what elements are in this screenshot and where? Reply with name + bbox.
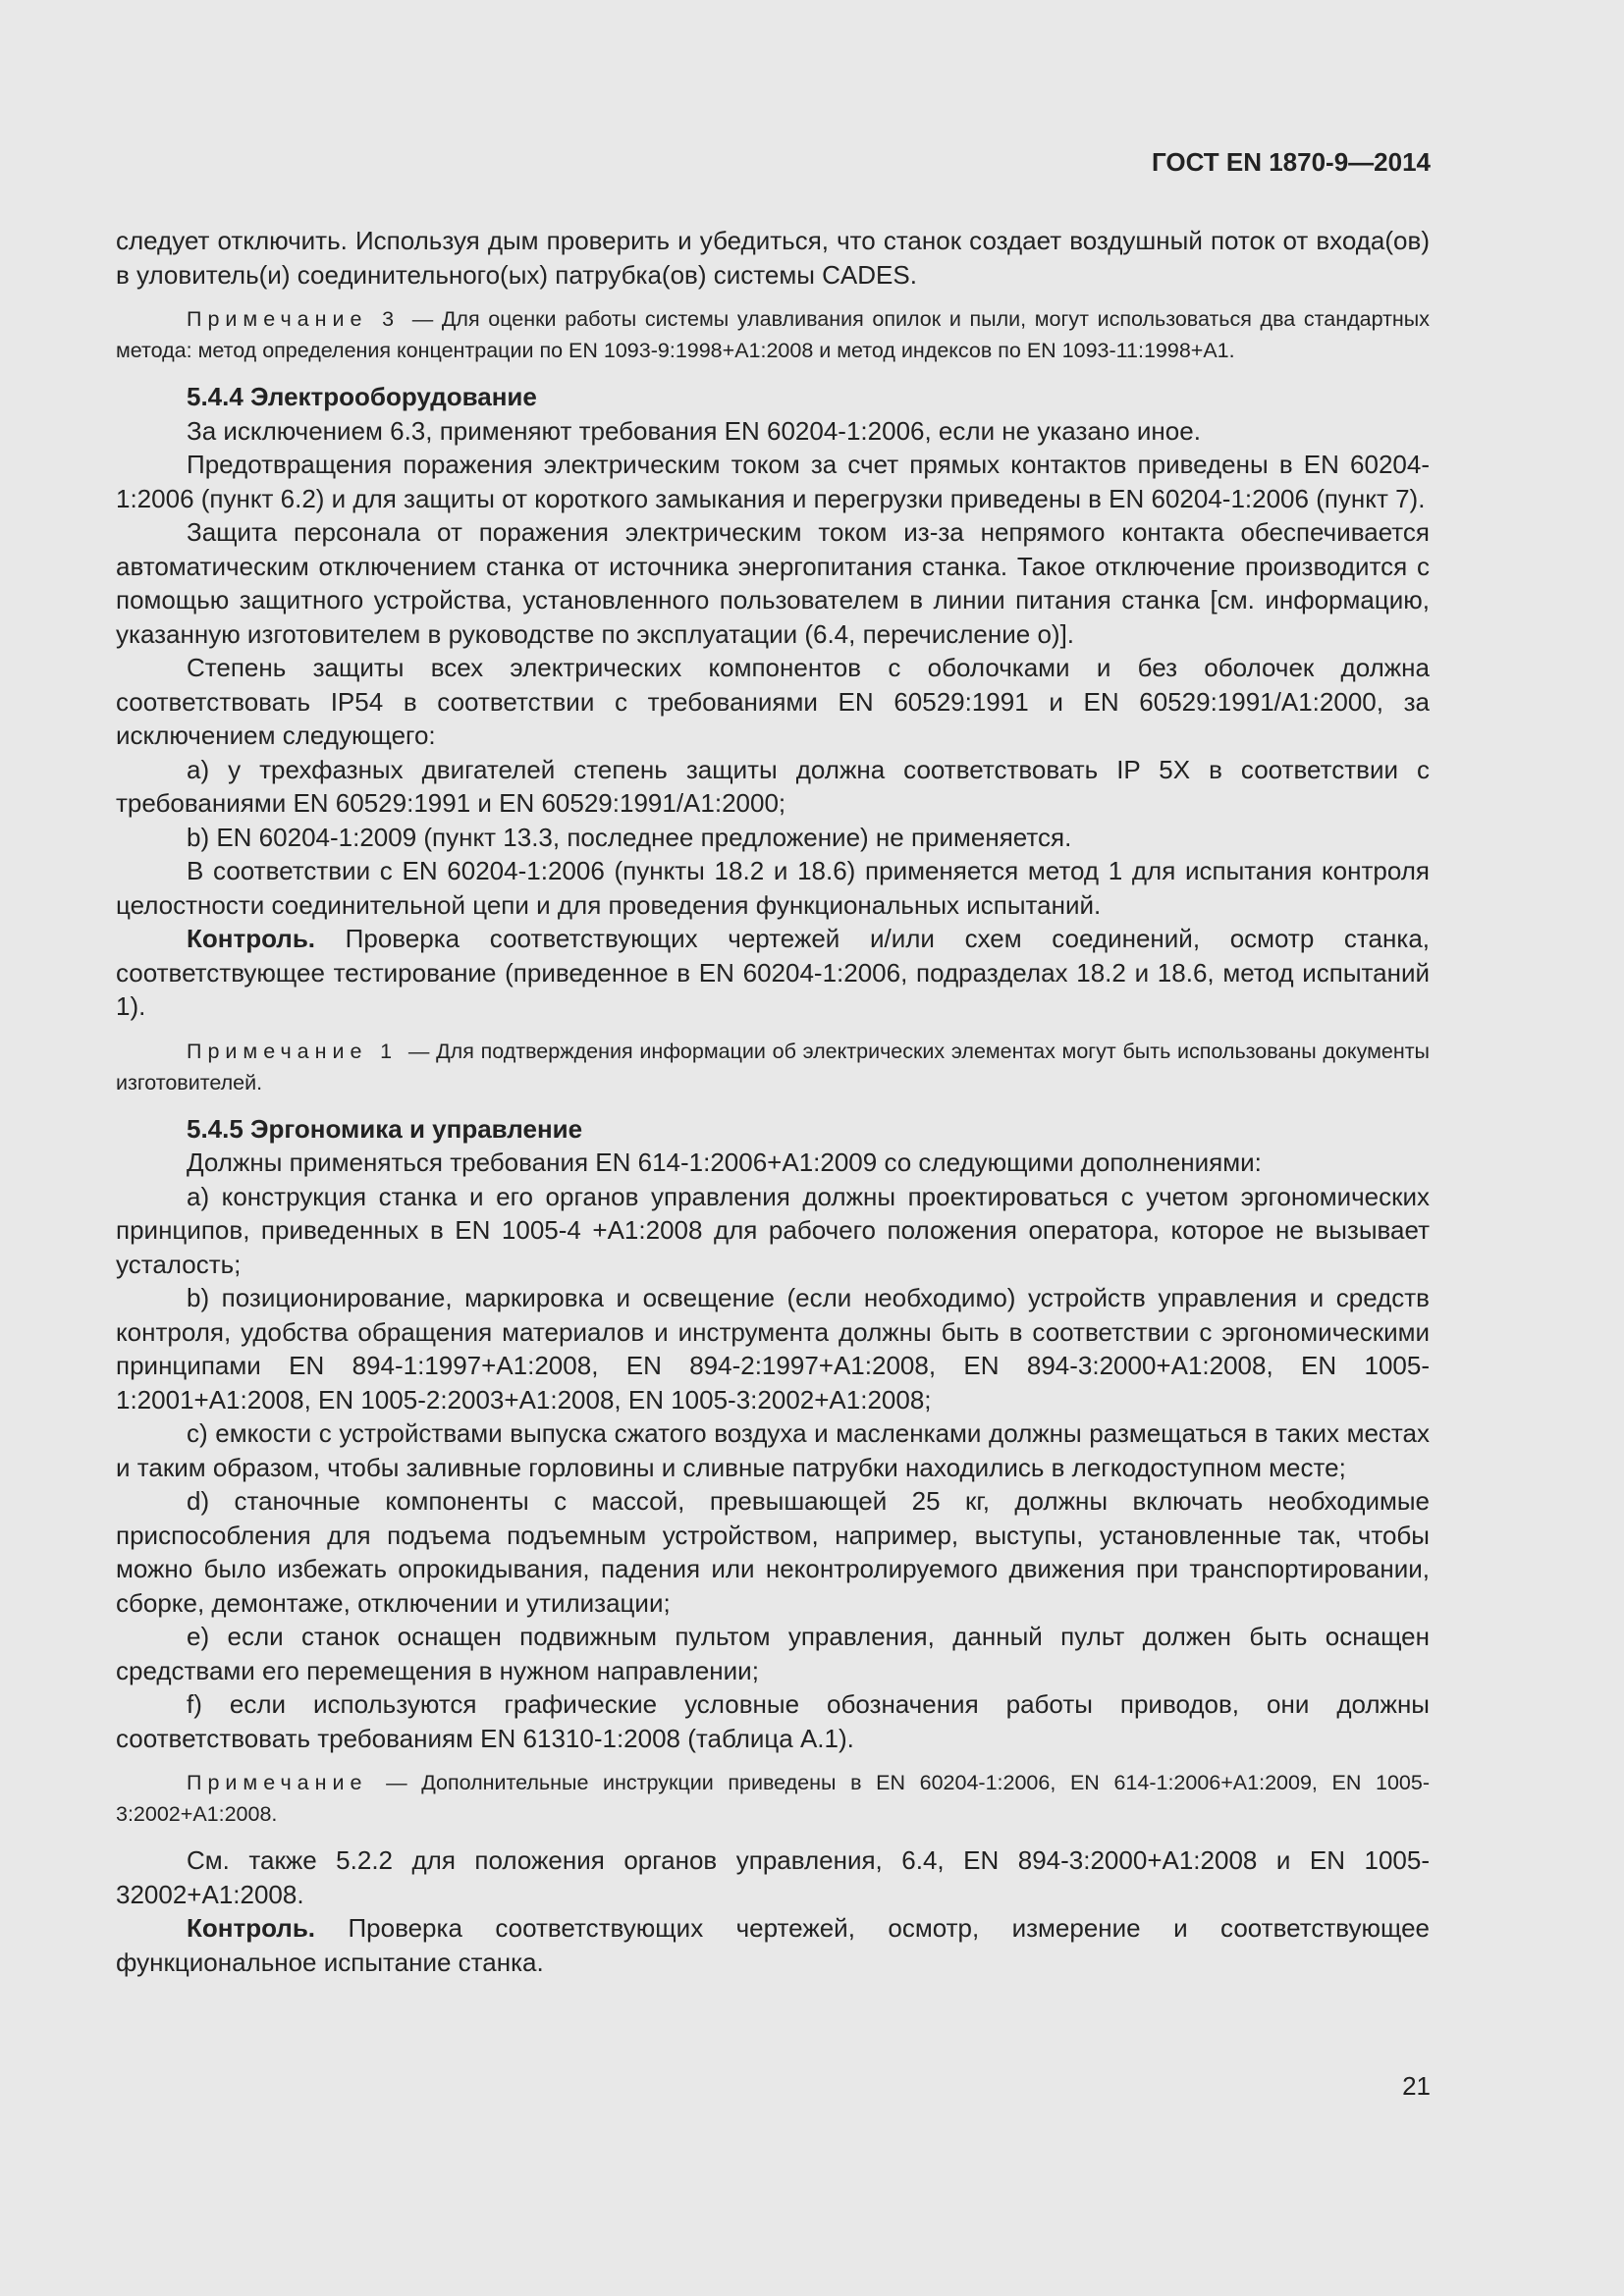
paragraph: В соответствии с EN 60204-1:2006 (пункты 18.2 и 18.6) применяется метод 1 для испытания контроля целостности соединительной цепи и для проведения функциональных испытаний. <box>116 856 1430 920</box>
paragraph: следует отключить. Используя дым проверить и убедиться, что станок создает воздушный поток от входа(ов) в уловитель(и) соединительного(ых) патрубка(ов) системы CADES. <box>116 226 1430 290</box>
note-3 <box>116 303 1430 366</box>
control-text: Проверка соответствующих чертежей, осмотр, измерение и соответствующее функциональное испытание станка. <box>116 1913 1430 1977</box>
paragraph: Защита персонала от поражения электрическим током из-за непрямого контакта обеспечивается автоматическим отключением станка от источника энергопитания станка. Такое отключение производится с помощью защитного устройства, установленного пользователем в линии питания станка [см. информацию, указанную изготовителем в руководстве по эксплуатации (6.4, перечисление о)]. <box>116 517 1430 649</box>
control-label: Контроль. <box>187 924 316 953</box>
note-1 <box>116 1036 1430 1098</box>
control-paragraph <box>116 922 1430 1024</box>
control-label: Контроль. <box>187 1913 316 1943</box>
paragraph: См. также 5.2.2 для положения органов управления, 6.4, EN 894-3:2000+A1:2008 и EN 1005-32002+A1:2008. <box>116 1845 1430 1909</box>
note-text: — Для оценки работы системы улавливания опилок и пыли, могут использоваться два стандартных метода: метод определения концентрации по EN 1093-9:1998+A1:2008 и метод индексов по EN 1093-11:1998+A1. <box>116 307 1430 362</box>
section-heading-5-4-4: 5.4.4 Электрооборудование <box>187 382 537 411</box>
paragraph: Предотвращения поражения электрическим током за счет прямых контактов приведены в EN 60204-1:2006 (пункт 6.2) и для защиты от короткого замыкания и перегрузки приведены в EN 60204-1:2006 (пункт 7). <box>116 450 1430 513</box>
paragraph: Степень защиты всех электрических компонентов с оболочками и без оболочек должна соответствовать IP54 в соответствии с требованиями EN 60529:1991 и EN 60529:1991/A1:2000, за исключением следующего: <box>116 653 1430 750</box>
note-plain <box>116 1767 1430 1830</box>
note-label: Примечание <box>187 1771 368 1794</box>
paragraph: Должны применяться требования EN 614-1:2006+A1:2009 со следующими дополнениями: <box>187 1148 1262 1177</box>
page-header-standard-id: ГОСТ EN 1870-9—2014 <box>1152 147 1431 177</box>
list-item-a: a) конструкция станка и его органов управления должны проектироваться с учетом эргономических принципов, приведенных в EN 1005-4 +A1:2008 для рабочего положения оператора, которое не вызывает усталость; <box>116 1181 1430 1279</box>
list-item-d: d) станочные компоненты с массой, превышающей 25 кг, должны включать необходимые приспособления для подъема подъемным устройством, например, выступы, установленные так, чтобы можно было избежать опрокидывания, падения или неконтролируемого движения при транспортировании, сборке, демонтаже, отключении и утилизации; <box>116 1486 1430 1618</box>
list-item-b: b) позиционирование, маркировка и освещение (если необходимо) устройств управления и средств контроля, удобства обращения материалов и инструмента должны быть в соответствии с эргономическими принципами EN 894-1:1997+A1:2008, EN 894-2:1997+A1:2008, EN 894-3:2000+A1:2008, EN 1005-1:2001+A1:2008, EN 1005-2:2003+A1:2008, EN 1005-3:2002+A1:2008; <box>116 1283 1430 1415</box>
section-heading-5-4-5: 5.4.5 Эргономика и управление <box>187 1113 583 1144</box>
note-text: — Для подтверждения информации об электрических элементах могут быть использованы документы изготовителей. <box>116 1039 1430 1095</box>
control-paragraph <box>116 1911 1430 1979</box>
list-item-e: e) если станок оснащен подвижным пультом управления, данный пульт должен быть оснащен средствами его перемещения в нужном направлении; <box>116 1622 1430 1685</box>
list-item-b: b) EN 60204-1:2009 (пункт 13.3, последнее предложение) не применяется. <box>187 822 1072 852</box>
page-number: 21 <box>1402 2071 1431 2101</box>
control-text: Проверка соответствующих чертежей и/или схем соединений, осмотр станка, соответствующее тестирование (приведенное в EN 60204-1:2006, подразделах 18.2 и 18.6, метод испытаний 1). <box>116 924 1430 1021</box>
paragraph: За исключением 6.3, применяют требования EN 60204-1:2006, если не указано иное. <box>187 415 1201 446</box>
list-item-c: c) емкости с устройствами выпуска сжатого воздуха и масленками должны размещаться в таких местах и таким образом, чтобы заливные горловины и сливные патрубки находились в легкодоступном месте; <box>116 1418 1430 1482</box>
note-label: Примечание 1 <box>187 1039 399 1063</box>
list-item-f: f) если используются графические условные обозначения работы приводов, они должны соответствовать требованиям EN 61310-1:2008 (таблица A.1). <box>116 1689 1430 1753</box>
page-body <box>116 224 1430 1979</box>
list-item-a: a) у трехфазных двигателей степень защиты должна соответствовать IP 5X в соответствии с требованиями EN 60529:1991 и EN 60529:1991/A1:2000; <box>116 754 1430 818</box>
note-label: Примечание 3 <box>187 307 401 331</box>
note-text: — Дополнительные инструкции приведены в EN 60204-1:2006, EN 614-1:2006+A1:2009, EN 1005-3:2002+A1:2008. <box>116 1771 1430 1826</box>
